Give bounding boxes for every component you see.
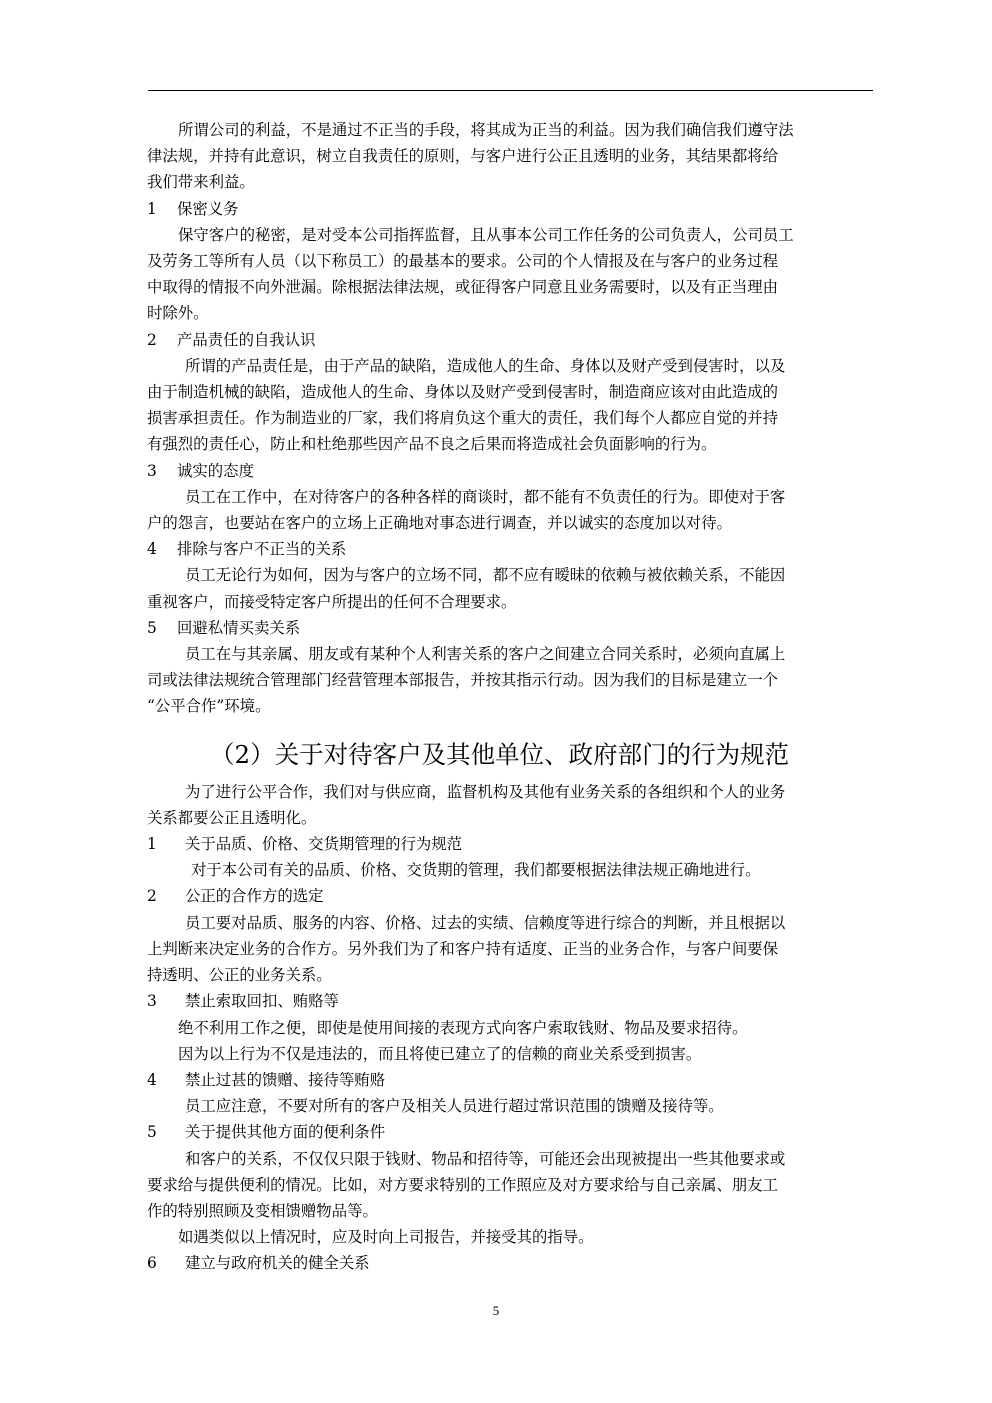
item-title: 保密义务 bbox=[177, 199, 239, 218]
paragraph-line: 时除外。 bbox=[147, 304, 209, 323]
paragraph-line: 和客户的关系，不仅仅只限于钱财、物品和招待等，可能还会出现被提出一些其他要求或 bbox=[185, 1149, 786, 1168]
paragraph-line: 绝不利用工作之便，即使是使用间接的表现方式向客户索取钱财、物品及要求招待。 bbox=[178, 1018, 748, 1037]
item-title: 公正的合作方的选定 bbox=[185, 887, 324, 906]
paragraph-line: 司或法律法规统合管理部门经营管理本部报告，并按其指示行动。因为我们的目标是建立一个 bbox=[147, 671, 779, 690]
paragraph-line: 所谓的产品责任是，由于产品的缺陷，造成他人的生命、身体以及财产受到侵害时，以及 bbox=[185, 356, 786, 375]
paragraph-line: 员工在与其亲属、朋友或有某种个人利害关系的客户之间建立合同关系时，必须向直属上 bbox=[185, 645, 786, 664]
item-heading bbox=[147, 1119, 874, 1145]
item-heading bbox=[147, 1250, 874, 1276]
paragraph-line: 如遇类似以上情况时，应及时向上司报告，并接受其的指导。 bbox=[178, 1228, 594, 1247]
item-number: 4 bbox=[147, 540, 157, 559]
item-title: 回避私情买卖关系 bbox=[177, 618, 301, 637]
item-heading bbox=[147, 831, 874, 857]
item-title: 禁止过甚的馈赠、接待等贿赂 bbox=[185, 1070, 386, 1089]
header-rule bbox=[148, 90, 873, 91]
item-number: 1 bbox=[147, 835, 157, 854]
item-title: 关于提供其他方面的便利条件 bbox=[185, 1123, 386, 1142]
paragraph-line: 律法规，并持有此意识，树立自我责任的原则，与客户进行公正且透明的业务，其结果都将给 bbox=[147, 147, 779, 166]
item-title: 禁止索取回扣、贿赂等 bbox=[185, 992, 339, 1011]
item-title: 建立与政府机关的健全关系 bbox=[185, 1254, 370, 1273]
item-number: 2 bbox=[147, 330, 157, 349]
paragraph-line: 要求给与提供便利的情况。比如，对方要求特别的工作照应及对方要求给与自己亲属、朋友工 bbox=[147, 1175, 779, 1194]
section-heading: （2）关于对待客户及其他单位、政府部门的行为规范 bbox=[210, 739, 790, 769]
paragraph-line: 所谓公司的利益，不是通过不正当的手段，将其成为正当的利益。因为我们确信我们遵守法 bbox=[178, 121, 794, 139]
paragraph-line: 作的特别照顾及变相馈赠物品等。 bbox=[147, 1201, 378, 1220]
item-number: 5 bbox=[147, 1123, 157, 1142]
paragraph-line: 保守客户的秘密，是对受本公司指挥监督，且从事本公司工作任务的公司负责人，公司员工 bbox=[178, 225, 794, 244]
paragraph-line: 为了进行公平合作，我们对与供应商，监督机构及其他有业务关系的各组织和个人的业务 bbox=[185, 782, 786, 801]
item-heading bbox=[147, 458, 874, 484]
item-heading bbox=[147, 883, 874, 909]
item-number: 1 bbox=[147, 199, 157, 218]
item-title: 产品责任的自我认识 bbox=[177, 330, 316, 349]
item-heading bbox=[147, 1067, 874, 1093]
item-number: 2 bbox=[147, 887, 157, 906]
item-number: 6 bbox=[147, 1254, 157, 1273]
paragraph-line: 员工应注意，不要对所有的客户及相关人员进行超过常识范围的馈赠及接待等。 bbox=[185, 1097, 724, 1116]
document-body bbox=[147, 117, 874, 1277]
paragraph-line: 损害承担责任。作为制造业的厂家，我们将肩负这个重大的责任，我们每个人都应自觉的并持 bbox=[147, 409, 779, 428]
paragraph-line: 持透明、公正的业务关系。 bbox=[147, 966, 332, 985]
paragraph-line: 员工要对品质、服务的内容、价格、过去的实绩、信赖度等进行综合的判断，并且根据以 bbox=[185, 913, 786, 932]
item-title: 排除与客户不正当的关系 bbox=[177, 540, 347, 559]
paragraph-line: 由于制造机械的缺陷，造成他人的生命、身体以及财产受到侵害时，制造商应该对由此造成的 bbox=[147, 383, 779, 402]
paragraph-line: 重视客户，而接受特定客户所提出的任何不合理要求。 bbox=[147, 592, 517, 611]
item-number: 3 bbox=[147, 461, 157, 480]
paragraph-line: 对于本公司有关的品质、价格、交货期的管理，我们都要根据法律法规正确地进行。 bbox=[191, 861, 761, 880]
item-heading bbox=[147, 536, 874, 562]
item-title: 关于品质、价格、交货期管理的行为规范 bbox=[185, 835, 463, 854]
item-heading bbox=[147, 615, 874, 641]
item-title: 诚实的态度 bbox=[177, 461, 254, 480]
item-heading bbox=[147, 327, 874, 353]
paragraph-line: 因为以上行为不仅是违法的，而且将使已建立了的信赖的商业关系受到损害。 bbox=[178, 1044, 702, 1063]
paragraph-line: 员工无论行为如何，因为与客户的立场不同，都不应有暧昧的依赖与被依赖关系，不能因 bbox=[185, 566, 786, 585]
item-heading bbox=[147, 196, 874, 222]
paragraph-line: 关系都要公正且透明化。 bbox=[147, 808, 317, 827]
paragraph-line: 中取得的情报不向外泄漏。除根据法律法规，或征得客户同意且业务需要时，以及有正当理由 bbox=[147, 278, 779, 297]
page-number: 5 bbox=[492, 1303, 500, 1318]
paragraph-line: “公平合作”环境。 bbox=[147, 697, 271, 716]
paragraph-line: 上判断来决定业务的合作方。另外我们为了和客户持有适度、正当的业务合作，与客户间要保 bbox=[147, 939, 779, 958]
item-number: 3 bbox=[147, 992, 157, 1011]
paragraph-line: 员工在工作中，在对待客户的各种各样的商谈时，都不能有不负责任的行为。即使对于客 bbox=[185, 487, 786, 506]
paragraph-line: 及劳务工等所有人员（以下称员工）的最基本的要求。公司的个人情报及在与客户的业务过程 bbox=[147, 252, 779, 271]
item-heading bbox=[147, 988, 874, 1014]
paragraph-line: 户的怨言，也要站在客户的立场上正确地对事态进行调查，并以诚实的态度加以对待。 bbox=[147, 514, 732, 533]
item-number: 4 bbox=[147, 1070, 157, 1089]
paragraph-line: 有强烈的责任心，防止和杜绝那些因产品不良之后果而将造成社会负面影响的行为。 bbox=[147, 435, 717, 454]
paragraph-line: 我们带来利益。 bbox=[147, 173, 255, 192]
item-number: 5 bbox=[147, 618, 157, 637]
